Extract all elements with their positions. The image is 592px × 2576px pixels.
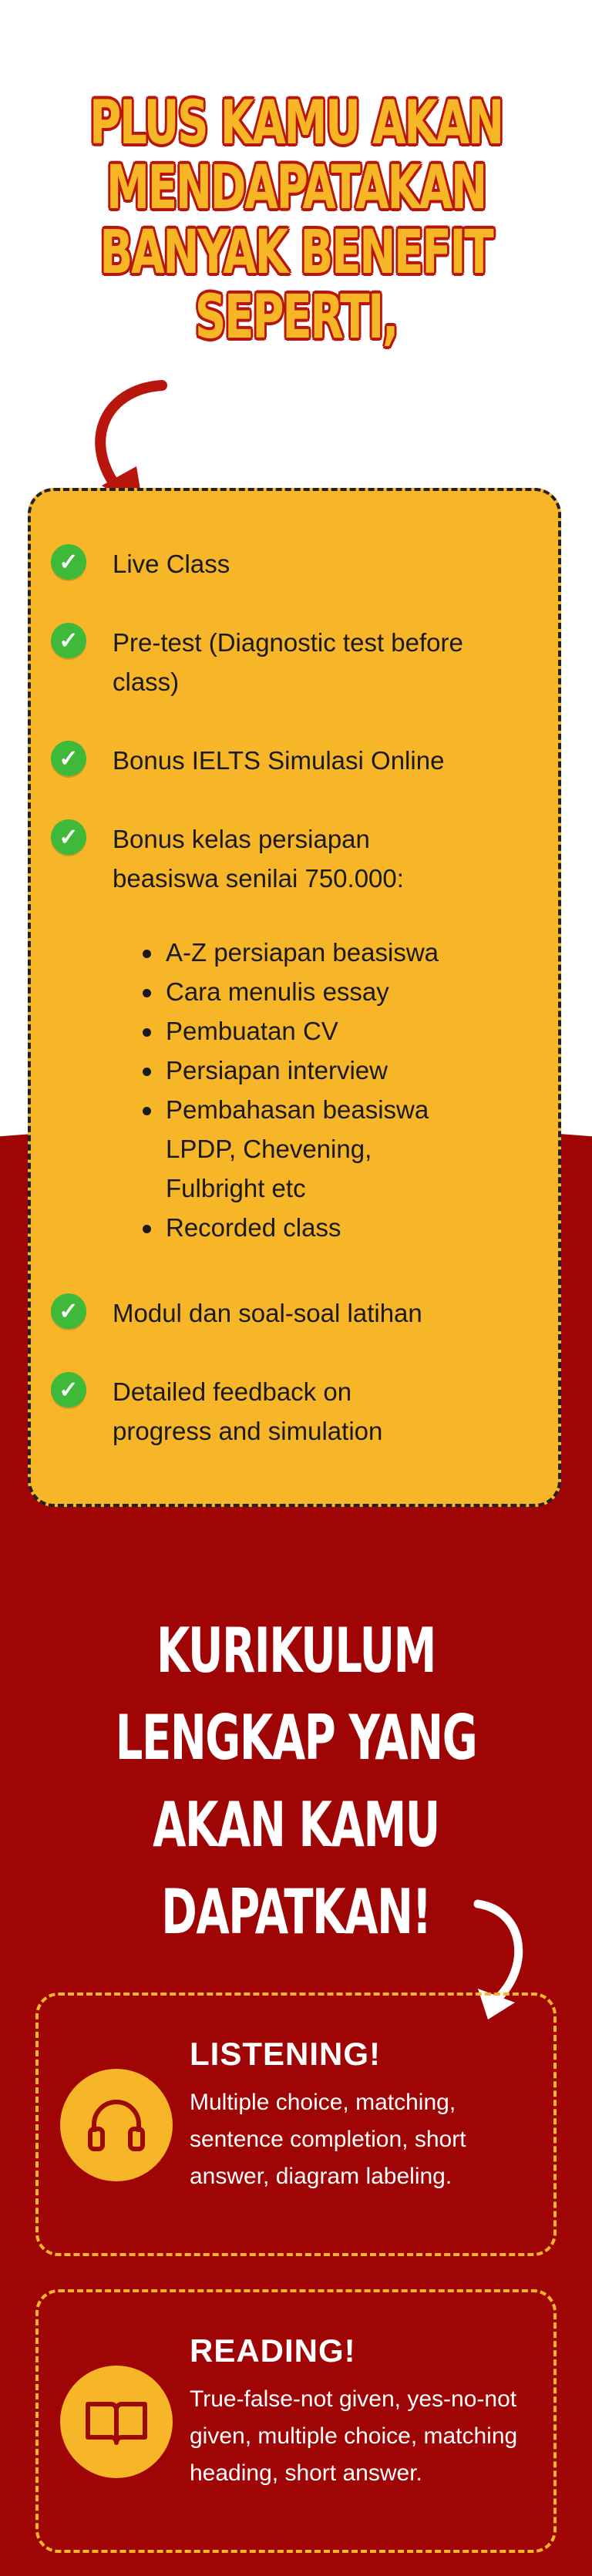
benefit-item xyxy=(51,544,513,583)
benefit-text: Bonus kelas persiapan beasiswa senilai 750.000: xyxy=(113,825,404,893)
headphones-icon xyxy=(60,2069,173,2181)
card-title: READING! xyxy=(190,2332,356,2369)
check-icon: ✓ xyxy=(51,544,86,580)
headline-line: BANYAK BENEFIT xyxy=(99,218,493,288)
benefit-text: Detailed feedback on progress and simulation xyxy=(113,1377,383,1445)
check-icon: ✓ xyxy=(51,623,86,658)
card-description: True-false-not given, yes-no-not given, multiple choice, matching heading, short answer. xyxy=(190,2386,518,2486)
benefit-text: Bonus IELTS Simulasi Online xyxy=(113,746,445,775)
book-icon xyxy=(60,2366,173,2478)
curriculum-title-line: LENGKAP YANG xyxy=(115,1702,477,1774)
benefit-item xyxy=(51,623,467,701)
card-description: Multiple choice, matching, sentence completion, short answer, diagram labeling. xyxy=(190,2090,466,2189)
benefit-headline xyxy=(83,91,510,350)
curriculum-title-line: DAPATKAN! xyxy=(161,1876,431,1948)
scholarship-list xyxy=(143,933,489,1247)
benefit-item xyxy=(51,1372,436,1451)
curriculum-title-line: KURIKULUM xyxy=(156,1615,436,1687)
curriculum-title-line: AKAN KAMU xyxy=(153,1789,439,1861)
list-item: Cara menulis essay xyxy=(143,972,489,1011)
check-icon: ✓ xyxy=(51,819,86,855)
headline-line: PLUS KAMU AKAN xyxy=(89,89,503,158)
list-item: A-Z persiapan beasiswa xyxy=(143,933,489,972)
headline-line: MENDAPATAKAN xyxy=(106,153,486,223)
benefit-text: Modul dan soal-soal latihan xyxy=(113,1299,422,1327)
benefit-item xyxy=(51,819,467,898)
check-icon: ✓ xyxy=(51,1372,86,1407)
card-title: LISTENING! xyxy=(190,2036,381,2072)
benefit-item xyxy=(51,741,513,780)
benefit-item xyxy=(51,1293,513,1333)
headline-line: SEPERTI, xyxy=(194,283,398,352)
curriculum-card-reading xyxy=(35,2289,557,2553)
check-icon: ✓ xyxy=(51,741,86,776)
list-item: Persiapan interview xyxy=(143,1051,489,1090)
list-item: Recorded class xyxy=(143,1208,489,1247)
list-item: Pembahasan beasiswa LPDP, Chevening, Fulbright etc xyxy=(143,1090,474,1208)
check-icon: ✓ xyxy=(51,1293,86,1329)
curriculum-title xyxy=(89,1607,503,1956)
benefit-text: Live Class xyxy=(113,550,230,578)
list-item: Pembuatan CV xyxy=(143,1011,489,1051)
curriculum-card-listening xyxy=(35,1993,557,2256)
benefit-text: Pre-test (Diagnostic test before class) xyxy=(113,628,463,696)
